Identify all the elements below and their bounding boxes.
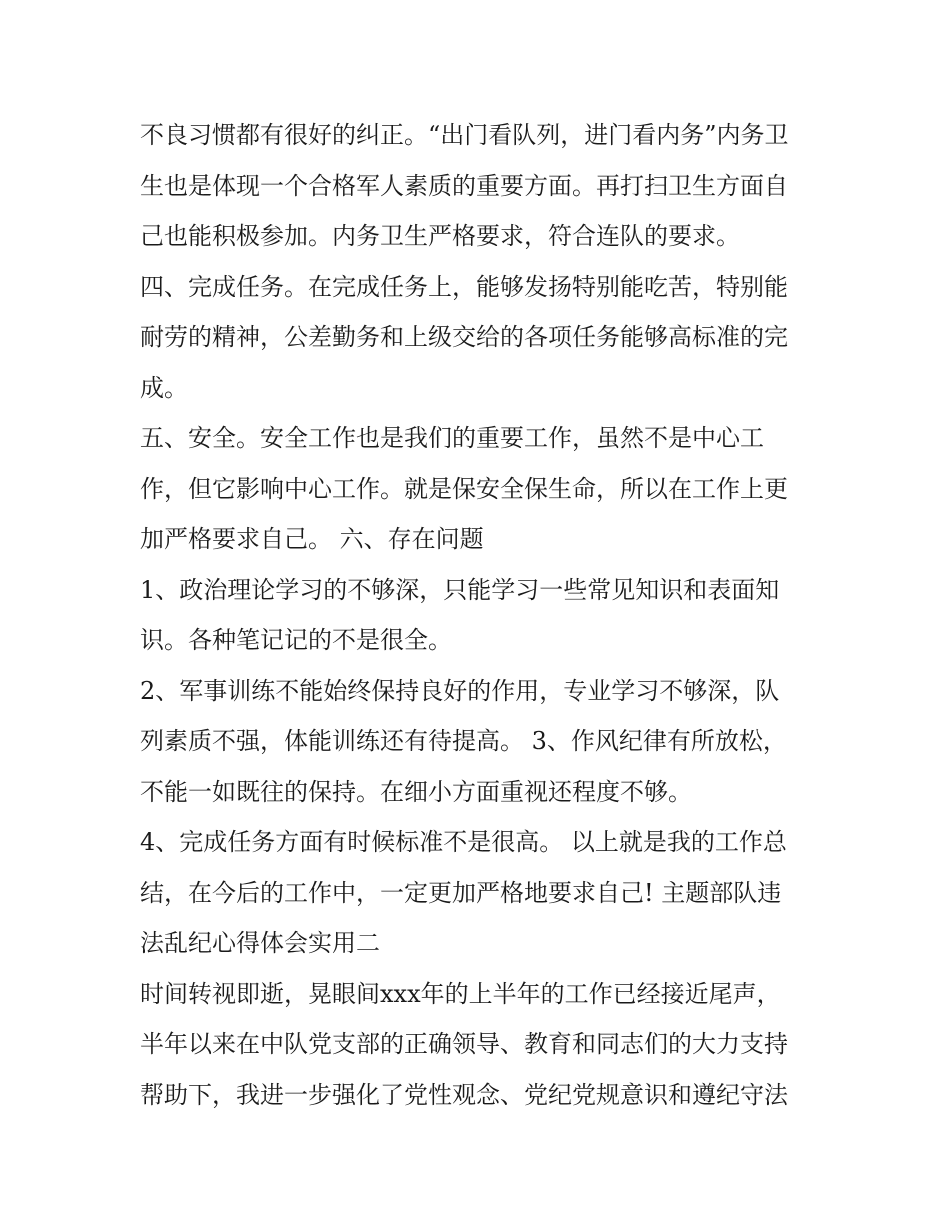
text-line: 结，在今后的工作中，一定更加严格地要求自己! 主题部队违 <box>140 878 782 907</box>
text-line: 帮助下，我进一步强化了党性观念、党纪党规意识和遵纪守法 <box>140 1080 788 1109</box>
text-line: 2、军事训练不能始终保持良好的作用，专业学习不够深，队 <box>140 676 780 705</box>
text-line: 成。 <box>140 373 188 402</box>
text-line: 列素质不强，体能训练还有待提高。 3、作风纪律有所放松， <box>140 727 787 755</box>
text-line: 四、完成任务。在完成任务上，能够发扬特别能吃苦，特别能 <box>140 272 788 301</box>
text-line: 己也能积极参加。内务卫生严格要求，符合连队的要求。 <box>140 222 740 250</box>
text-line: 不能一如既往的保持。在细小方面重视还程度不够。 <box>140 777 692 806</box>
text-line: 识。各种笔记记的不是很全。 <box>140 626 452 654</box>
document-body <box>140 110 820 1120</box>
text-line: 不良习惯都有很好的纠正。“出门看队列，进门看内务”内务卫 <box>140 121 789 149</box>
text-line: 作，但它影响中心工作。就是保安全保生命，所以在工作上更 <box>140 474 788 503</box>
text-line: 1、政治理论学习的不够深，只能学习一些常见知识和表面知 <box>140 575 780 604</box>
text-line: 生也是体现一个合格军人素质的重要方面。再打扫卫生方面自 <box>140 171 788 200</box>
text-line: 半年以来在中队党支部的正确领导、教育和同志们的大力支持 <box>140 1030 788 1058</box>
text-line: 五、安全。安全工作也是我们的重要工作，虽然不是中心工 <box>140 424 764 452</box>
text-line: 时间转视即逝，晃眼间xxx年的上半年的工作已经接近尾声， <box>140 979 781 1008</box>
text-line: 耐劳的精神，公差勤务和上级交给的各项任务能够高标准的完 <box>140 323 788 351</box>
text-line: 法乱纪心得体会实用二 <box>140 929 380 957</box>
text-line: 4、完成任务方面有时候标准不是很高。 以上就是我的工作总 <box>140 828 787 856</box>
text-line: 加严格要求自己。 六、存在问题 <box>140 525 484 553</box>
